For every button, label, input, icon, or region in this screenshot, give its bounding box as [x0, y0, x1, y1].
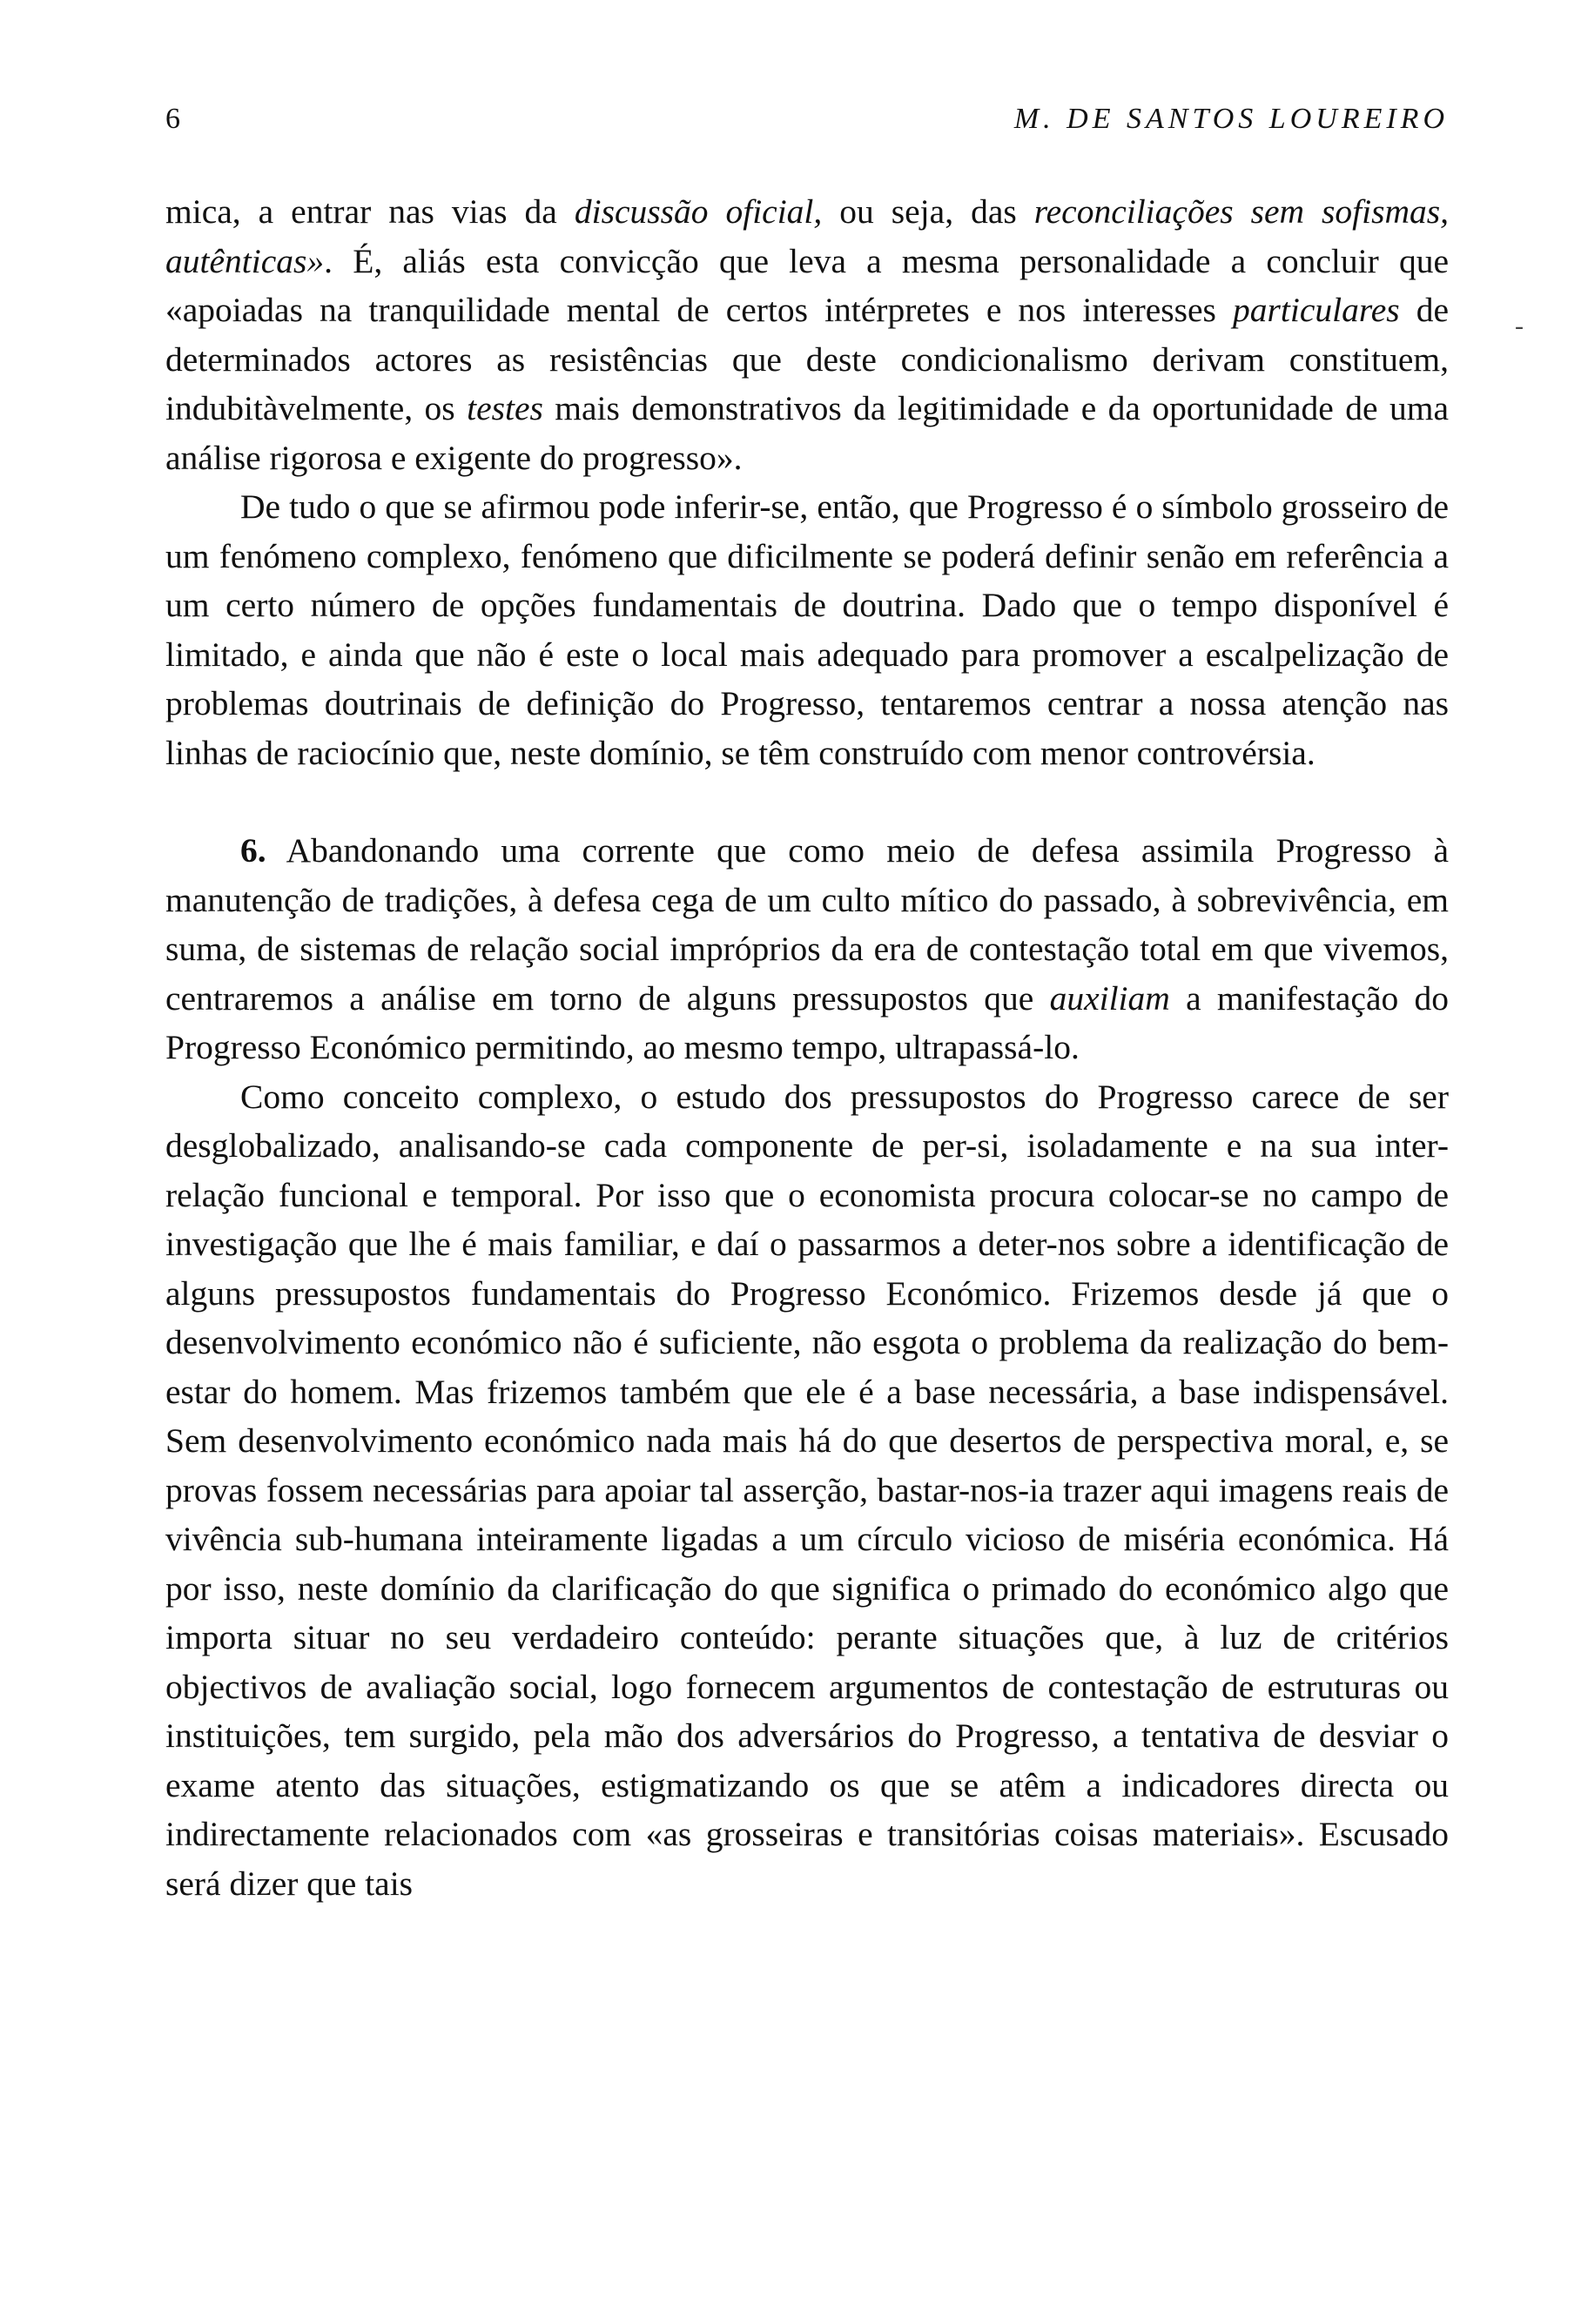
- text-run: De tudo o que se afirmou pode inferir-se, então, que Progresso é o símbolo grosseiro de um fenómeno complexo, fenómeno que dificilmente se poderá definir senão em referência a um certo número de opções fundamentais de doutrina. Dado que o tempo disponível é limitado, e ainda que não é este o local mais adequado para promover a escalpelização de problemas doutrinais de definição do Progresso, tentaremos centrar a nossa atenção nas linhas de raciocínio que, neste domínio, se têm construído com menor controvérsia.: [165, 487, 1449, 772]
- italic-run: testes: [467, 389, 543, 427]
- italic-run: reconciliações sem sofismas, autênticas»: [165, 192, 1449, 280]
- section-number: 6.: [240, 831, 266, 870]
- text-run: . É, aliás esta convicção que leva a mesma personalidade a concluir que «apoiadas na tranquilidade mental de certos intérpretes e nos interesses: [165, 241, 1449, 329]
- text-run: mais demonstrativos da legitimidade e da oportunidade de uma análise rigorosa e exigente do progresso».: [165, 389, 1449, 477]
- paragraph-continued: [165, 187, 1449, 482]
- italic-run: discussão oficial,: [574, 192, 823, 231]
- margin-mark: -: [1515, 312, 1524, 340]
- page-header: [165, 103, 1449, 141]
- paragraph: [165, 482, 1449, 777]
- page-number: 6: [165, 103, 180, 135]
- italic-run: auxiliam: [1049, 978, 1170, 1018]
- text-run: de determinados actores as resistências que deste condicionalismo derivam constituem, indubitàvelmente, os: [165, 291, 1449, 427]
- section-paragraph: [165, 826, 1449, 1072]
- text-run: mica, a entrar nas vias da: [165, 192, 575, 231]
- text-run: ou seja, das: [822, 192, 1034, 231]
- text-run: a manifestação do Progresso Económico permitindo, ao mesmo tempo, ultrapassá-lo.: [165, 978, 1449, 1066]
- paragraph: [165, 1072, 1449, 1909]
- italic-run: particulares: [1233, 291, 1400, 329]
- text-run: Como conceito complexo, o estudo dos pressupostos do Progresso carece de ser desglobalizado, analisando-se cada componente de per-si, isoladamente e na sua inter-relação funcional e temporal. Por isso que o economista procura colocar-se no campo de investigação que lhe é mais familiar, e daí o passarmos a deter-nos sobre a identificação de alguns pressupostos fundamentais do Progresso Económico. Frizemos desde já que o desenvolvimento económico não é suficiente, não esgota o problema da realização do bem-estar do homem. Mas frizemos também que ele é a base necessária, a base indispensável. Sem desenvolvimento económico nada mais há do que desertos de perspectiva moral, e, se provas fossem necessárias para apoiar tal asserção, bastar-nos-ia trazer aqui imagens reais de vivência sub-humana inteiramente ligadas a um círculo vicioso de miséria económica. Há por isso, neste domínio da clarificação do que significa o primado do económico algo que importa situar no seu verdadeiro conteúdo: perante situações que, à luz de critérios objectivos de avaliação social, logo fornecem argumentos de contestação de estruturas ou instituições, tem surgido, pela mão dos adversários do Progresso, a tentativa de desviar o exame atento das situações, estigmatizando os que se atêm a indicadores directa ou indirectamente relacionados com «as grosseiras e transitórias coisas materiais». Escusado será dizer que tais: [165, 1077, 1449, 1903]
- body-text: [165, 187, 1449, 1908]
- text-run: Abandonando uma corrente que como meio de defesa assimila Progresso à manutenção de tradições, à defesa cega de um culto mítico do passado, à sobrevivência, em suma, de sistemas de relação social impróprios da era de contestação total em que vivemos, centraremos a análise em torno de alguns pressupostos que: [165, 831, 1449, 1018]
- running-head: M. DE SANTOS LOUREIRO: [1013, 103, 1449, 135]
